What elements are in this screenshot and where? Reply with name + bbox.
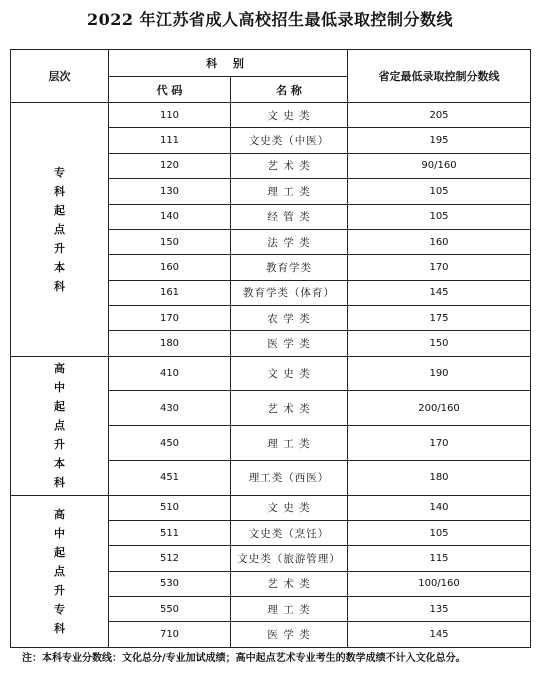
name-cell: 文 史 类 — [231, 495, 348, 520]
name-cell: 经 管 类 — [231, 204, 348, 229]
code-cell: 511 — [109, 520, 231, 545]
score-cell: 160 — [348, 229, 531, 254]
name-cell: 理 工 类 — [231, 426, 348, 461]
name-cell: 艺 术 类 — [231, 571, 348, 596]
name-cell: 医 学 类 — [231, 331, 348, 356]
name-cell: 文 史 类 — [231, 356, 348, 391]
score-cell: 135 — [348, 597, 531, 622]
name-cell: 教育学类（体育） — [231, 280, 348, 305]
score-cell: 115 — [348, 546, 531, 571]
code-cell: 512 — [109, 546, 231, 571]
score-cell: 105 — [348, 520, 531, 545]
score-cell: 190 — [348, 356, 531, 391]
code-cell: 530 — [109, 571, 231, 596]
score-cell: 180 — [348, 460, 531, 495]
code-cell: 170 — [109, 306, 231, 331]
code-cell: 710 — [109, 622, 231, 648]
level-label: 高中起点升专科 — [54, 507, 65, 635]
footnote: 注：本科专业分数线：文化总分/专业加试成绩；高中起点艺术专业考生的数学成绩不计入文化总分。 — [22, 653, 466, 664]
table-row — [11, 495, 531, 520]
score-cell: 195 — [348, 128, 531, 153]
level-cell — [11, 356, 109, 495]
code-cell: 550 — [109, 597, 231, 622]
name-cell: 艺 术 类 — [231, 153, 348, 178]
level-label: 专科起点升本科 — [54, 165, 65, 293]
name-cell: 理 工 类 — [231, 179, 348, 204]
score-table — [10, 49, 531, 648]
score-cell: 170 — [348, 426, 531, 461]
name-cell: 农 学 类 — [231, 306, 348, 331]
level-cell — [11, 495, 109, 647]
name-cell: 医 学 类 — [231, 622, 348, 648]
header-score: 省定最低录取控制分数线 — [348, 50, 531, 103]
table-body — [11, 103, 531, 648]
level-cell — [11, 103, 109, 357]
header-name: 名 称 — [231, 77, 348, 103]
code-cell: 510 — [109, 495, 231, 520]
table-row — [11, 103, 531, 128]
name-cell: 文 史 类 — [231, 103, 348, 128]
score-cell: 175 — [348, 306, 531, 331]
name-cell: 文史类（旅游管理） — [231, 546, 348, 571]
name-cell: 法 学 类 — [231, 229, 348, 254]
score-cell: 105 — [348, 179, 531, 204]
score-cell: 145 — [348, 280, 531, 305]
code-cell: 180 — [109, 331, 231, 356]
name-cell: 艺 术 类 — [231, 391, 348, 426]
code-cell: 161 — [109, 280, 231, 305]
score-cell: 150 — [348, 331, 531, 356]
code-cell: 410 — [109, 356, 231, 391]
score-cell: 100/160 — [348, 571, 531, 596]
score-cell: 170 — [348, 255, 531, 280]
score-cell: 140 — [348, 495, 531, 520]
name-cell: 理 工 类 — [231, 597, 348, 622]
code-cell: 110 — [109, 103, 231, 128]
header-code: 代 码 — [109, 77, 231, 103]
code-cell: 150 — [109, 229, 231, 254]
score-cell: 90/160 — [348, 153, 531, 178]
page-title: 2022 年江苏省成人高校招生最低录取控制分数线 — [86, 10, 454, 29]
code-cell: 111 — [109, 128, 231, 153]
score-cell: 105 — [348, 204, 531, 229]
level-label: 高中起点升本科 — [54, 362, 65, 490]
table-row — [11, 356, 531, 391]
code-cell: 450 — [109, 426, 231, 461]
code-cell: 130 — [109, 179, 231, 204]
code-cell: 140 — [109, 204, 231, 229]
header-level: 层次 — [11, 50, 109, 103]
score-cell: 205 — [348, 103, 531, 128]
header-category: 科 别 — [109, 50, 348, 77]
code-cell: 451 — [109, 460, 231, 495]
name-cell: 文史类（中医） — [231, 128, 348, 153]
score-cell: 145 — [348, 622, 531, 648]
name-cell: 理工类（西医） — [231, 460, 348, 495]
name-cell: 教育学类 — [231, 255, 348, 280]
code-cell: 160 — [109, 255, 231, 280]
code-cell: 430 — [109, 391, 231, 426]
name-cell: 文史类（烹饪） — [231, 520, 348, 545]
code-cell: 120 — [109, 153, 231, 178]
score-cell: 200/160 — [348, 391, 531, 426]
